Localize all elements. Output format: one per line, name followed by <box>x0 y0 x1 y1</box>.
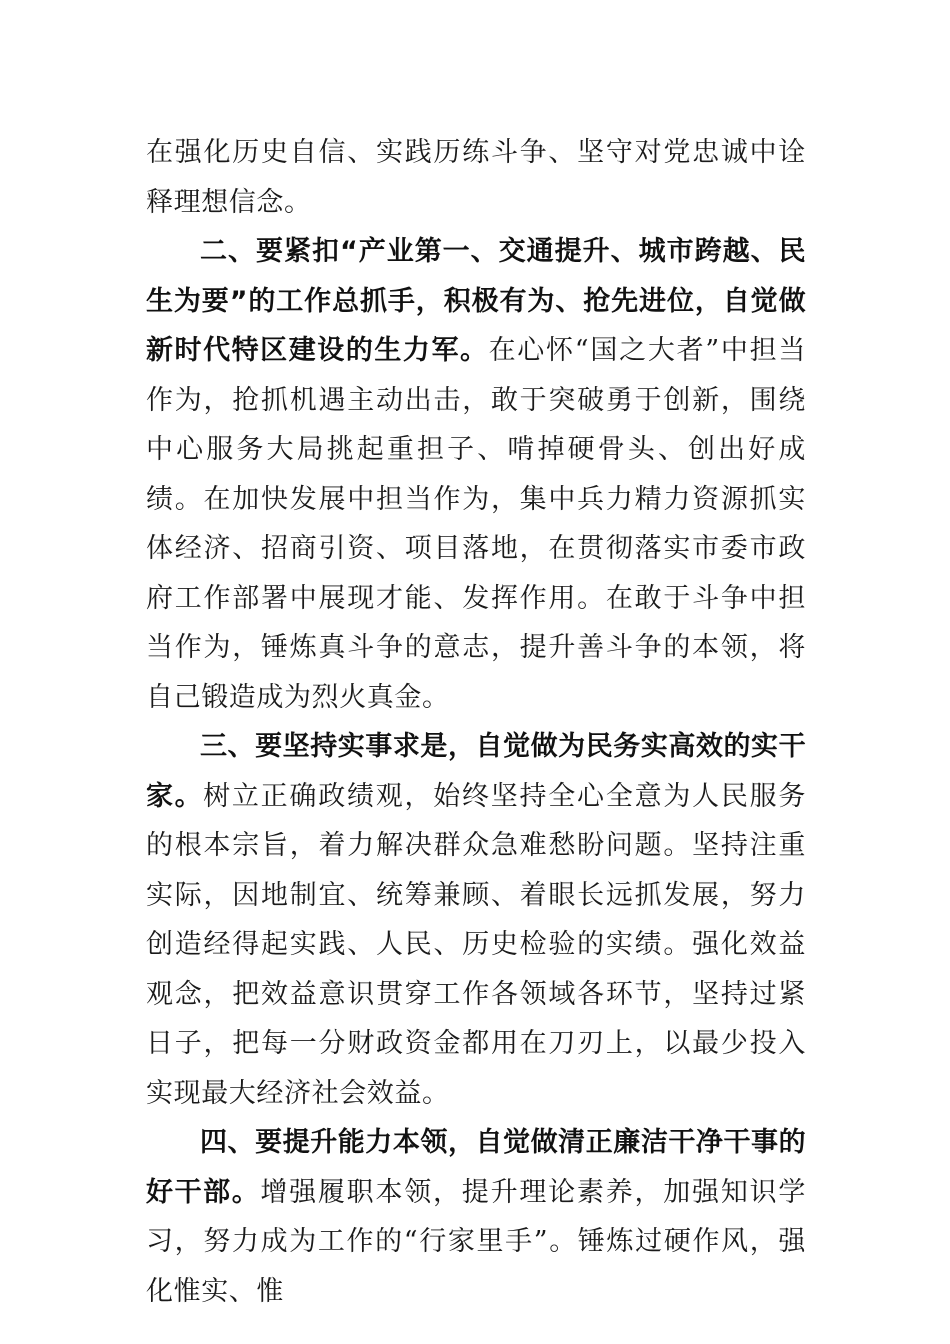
section-heading: 四、要提升能力本领，自觉做清正廉洁干净干事的好干部。 <box>146 1127 806 1208</box>
section-heading: 二、要紧扣“产业第一、交通提升、城市跨越、民生为要”的工作总抓手，积极有为、抢先进位，自觉做新时代特区建设的生力军。 <box>146 236 806 366</box>
paragraph-text: 树立正确政绩观，始终坚持全心全意为人民服务的根本宗旨，着力解决群众急难愁盼问题。坚持注重实际，因地制宜、统筹兼顾、着眼长远抓发展，努力创造经得起实践、人民、历史检验的实绩。强化效益观念，把效益意识贯穿工作各领域各环节，坚持过紧日子，把每一分财政资金都用在刀刃上，以最少投入实现最大经济社会效益。 <box>146 780 806 1109</box>
paragraph-text: 在心怀“国之大者”中担当作为，抢抓机遇主动出击，敢于突破勇于创新，围绕中心服务大局挑起重担子、啃掉硬骨头、创出好成绩。在加快发展中担当作为，集中兵力精力资源抓实体经济、招商引资、项目落地，在贯彻落实市委市政府工作部署中展现才能、发挥作用。在敢于斗争中担当作为，锤炼真斗争的意志，提升善斗争的本领，将自己锻造成为烈火真金。 <box>146 335 806 713</box>
paragraph-section-4 <box>146 1118 806 1316</box>
document-body <box>146 128 806 1316</box>
section-heading: 三、要坚持实事求是，自觉做为民务实高效的实干家。 <box>146 731 806 812</box>
paragraph-section-2 <box>146 227 806 722</box>
paragraph-section-3 <box>146 722 806 1118</box>
paragraph-continuation <box>146 128 806 227</box>
paragraph-text: 增强履职本领，提升理论素养，加强知识学习，努力成为工作的“行家里手”。锤炼过硬作风，强化惟实、惟 <box>146 1176 806 1307</box>
paragraph-text: 在强化历史自信、实践历练斗争、坚守对党忠诚中诠释理想信念。 <box>146 137 806 218</box>
